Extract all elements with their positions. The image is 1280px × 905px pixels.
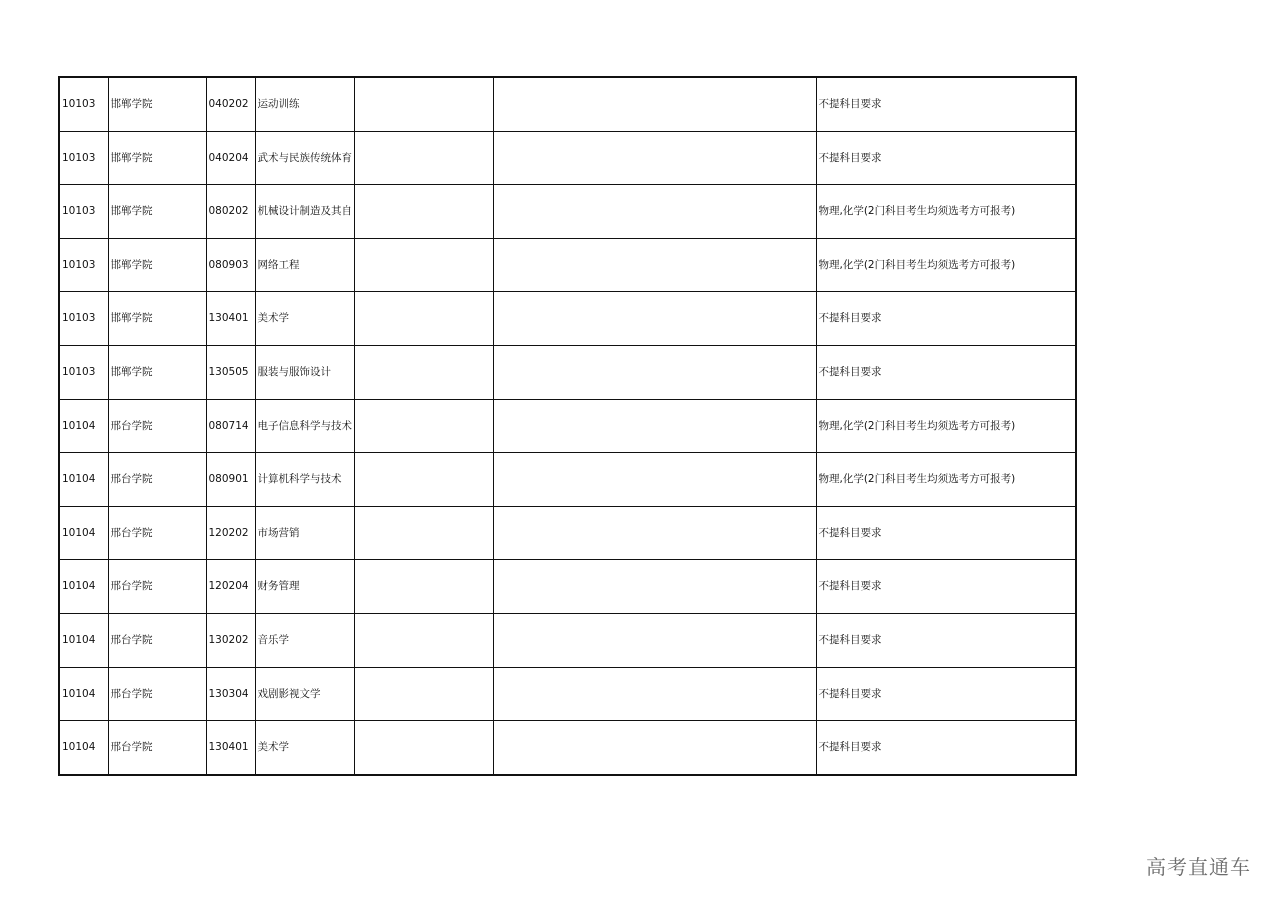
major-name-cell: 电子信息科学与技术 (255, 399, 354, 453)
subject-requirement-cell: 不提科目要求 (816, 506, 1076, 560)
subject-requirement-cell: 不提科目要求 (816, 613, 1076, 667)
watermark: 高考直通车 (1146, 855, 1251, 879)
blank-cell (354, 613, 493, 667)
major-name-cell: 音乐学 (255, 613, 354, 667)
school-name-cell: 邯郸学院 (108, 77, 206, 131)
table-row (59, 399, 1076, 453)
major-code-cell: 120204 (206, 560, 255, 614)
major-code-cell: 040202 (206, 77, 255, 131)
major-code-cell: 040204 (206, 131, 255, 185)
blank-cell (493, 667, 816, 721)
table-row (59, 560, 1076, 614)
school-code-cell: 10103 (59, 77, 108, 131)
table-row (59, 345, 1076, 399)
subject-requirement-cell: 不提科目要求 (816, 560, 1076, 614)
school-code-cell: 10103 (59, 238, 108, 292)
blank-cell (493, 131, 816, 185)
blank-cell (493, 185, 816, 239)
school-code-cell: 10104 (59, 506, 108, 560)
major-code-cell: 130304 (206, 667, 255, 721)
blank-cell (493, 77, 816, 131)
table-body (59, 77, 1076, 775)
major-name-cell: 计算机科学与技术 (255, 453, 354, 507)
table-row (59, 506, 1076, 560)
school-name-cell: 邢台学院 (108, 667, 206, 721)
school-name-cell: 邢台学院 (108, 506, 206, 560)
major-code-cell: 130401 (206, 721, 255, 775)
subject-requirement-cell: 不提科目要求 (816, 292, 1076, 346)
school-code-cell: 10104 (59, 399, 108, 453)
major-name-cell: 市场营销 (255, 506, 354, 560)
major-name-cell: 服装与服饰设计 (255, 345, 354, 399)
school-code-cell: 10103 (59, 345, 108, 399)
blank-cell (354, 345, 493, 399)
blank-cell (354, 667, 493, 721)
table-row (59, 613, 1076, 667)
school-code-cell: 10104 (59, 453, 108, 507)
subject-requirement-cell: 不提科目要求 (816, 77, 1076, 131)
subject-requirement-cell: 不提科目要求 (816, 721, 1076, 775)
school-name-cell: 邯郸学院 (108, 131, 206, 185)
school-code-cell: 10104 (59, 667, 108, 721)
major-code-cell: 130401 (206, 292, 255, 346)
blank-cell (354, 292, 493, 346)
major-name-cell: 机械设计制造及其自 (255, 185, 354, 239)
admission-table (58, 76, 1077, 776)
table-row (59, 453, 1076, 507)
table-row (59, 131, 1076, 185)
blank-cell (493, 345, 816, 399)
school-name-cell: 邢台学院 (108, 613, 206, 667)
blank-cell (354, 399, 493, 453)
school-name-cell: 邯郸学院 (108, 292, 206, 346)
school-name-cell: 邢台学院 (108, 453, 206, 507)
subject-requirement-cell: 物理,化学(2门科目考生均须选考方可报考) (816, 453, 1076, 507)
school-code-cell: 10104 (59, 721, 108, 775)
table-row (59, 238, 1076, 292)
blank-cell (354, 238, 493, 292)
blank-cell (493, 238, 816, 292)
major-name-cell: 运动训练 (255, 77, 354, 131)
blank-cell (493, 613, 816, 667)
major-code-cell: 080202 (206, 185, 255, 239)
major-code-cell: 080901 (206, 453, 255, 507)
school-code-cell: 10103 (59, 185, 108, 239)
blank-cell (493, 721, 816, 775)
blank-cell (354, 77, 493, 131)
school-code-cell: 10104 (59, 560, 108, 614)
school-name-cell: 邢台学院 (108, 560, 206, 614)
school-code-cell: 10103 (59, 131, 108, 185)
school-name-cell: 邯郸学院 (108, 238, 206, 292)
major-name-cell: 美术学 (255, 721, 354, 775)
blank-cell (354, 185, 493, 239)
blank-cell (493, 399, 816, 453)
subject-requirement-cell: 不提科目要求 (816, 345, 1076, 399)
table-row (59, 667, 1076, 721)
blank-cell (354, 506, 493, 560)
blank-cell (493, 453, 816, 507)
school-code-cell: 10103 (59, 292, 108, 346)
table-row (59, 77, 1076, 131)
major-code-cell: 080903 (206, 238, 255, 292)
blank-cell (354, 560, 493, 614)
major-code-cell: 120202 (206, 506, 255, 560)
major-code-cell: 130202 (206, 613, 255, 667)
subject-requirement-cell: 物理,化学(2门科目考生均须选考方可报考) (816, 185, 1076, 239)
school-name-cell: 邯郸学院 (108, 345, 206, 399)
school-name-cell: 邯郸学院 (108, 185, 206, 239)
table-row (59, 721, 1076, 775)
table-row (59, 292, 1076, 346)
major-code-cell: 080714 (206, 399, 255, 453)
school-code-cell: 10104 (59, 613, 108, 667)
subject-requirement-cell: 物理,化学(2门科目考生均须选考方可报考) (816, 399, 1076, 453)
subject-requirement-cell: 不提科目要求 (816, 667, 1076, 721)
blank-cell (493, 560, 816, 614)
blank-cell (354, 453, 493, 507)
blank-cell (493, 506, 816, 560)
blank-cell (354, 721, 493, 775)
table-row (59, 185, 1076, 239)
major-code-cell: 130505 (206, 345, 255, 399)
major-name-cell: 戏剧影视文学 (255, 667, 354, 721)
blank-cell (354, 131, 493, 185)
major-name-cell: 武术与民族传统体育 (255, 131, 354, 185)
major-name-cell: 网络工程 (255, 238, 354, 292)
school-name-cell: 邢台学院 (108, 399, 206, 453)
subject-requirement-cell: 不提科目要求 (816, 131, 1076, 185)
school-name-cell: 邢台学院 (108, 721, 206, 775)
subject-requirement-cell: 物理,化学(2门科目考生均须选考方可报考) (816, 238, 1076, 292)
major-name-cell: 美术学 (255, 292, 354, 346)
blank-cell (493, 292, 816, 346)
major-name-cell: 财务管理 (255, 560, 354, 614)
